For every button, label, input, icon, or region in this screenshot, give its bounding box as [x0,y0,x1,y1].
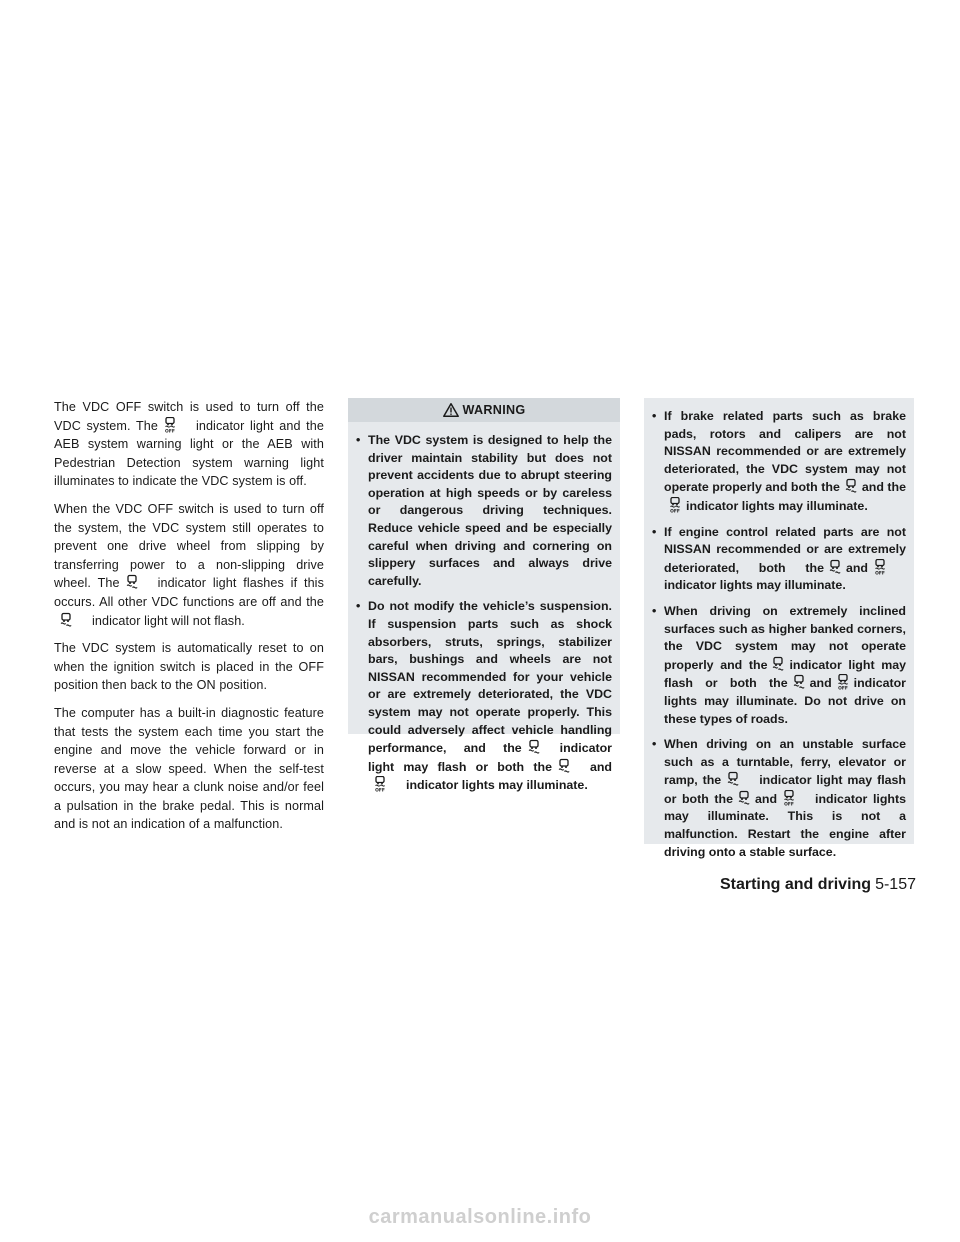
warning-triangle-icon [443,403,459,417]
vdc-off-indicator-icon [835,674,851,690]
vdc-off-indicator-icon [667,497,683,513]
warning-item-suspension: • Do not modify the vehicle’s suspension. If suspension parts such as shock absorbers, struts, springs, stabilizer bars, bushings and wheels are not NISSAN recommended for your vehicle or are extremely deteriorated, the VDC system may not operate properly. This could adversely affect vehicle handling performance, and the indicator light may flash or both the and indicator lights may illuminate. [356,598,612,795]
vdc-off-indicator-icon [781,790,797,806]
warning-list-continued [652,408,906,861]
warning-item-unstable-surface: • When driving on an unstable surface such as a turntable, ferry, elevator or ramp, the indicator light may flash or both the and indicator lights may illuminate. This is not a malfunction. Restart the engine after driving onto a stable surface. [652,736,906,861]
warning-header [348,398,620,422]
paragraph-vdc-still-operates: When the VDC OFF switch is used to turn off the system, the VDC system still operates to prevent one drive wheel from slipping by transferring power to a non-slipping drive wheel. The indicator light flashes if this occurs. All other VDC functions are off and the indicator light will not flash. [54,501,324,628]
warning-title: WARNING [462,403,526,417]
vdc-indicator-icon [58,612,74,628]
vdc-indicator-icon [725,771,741,787]
vdc-indicator-icon [736,790,752,806]
watermark: carmanualsonline.info [368,1206,592,1228]
vdc-indicator-icon [124,574,140,590]
warning-item-engine-parts: • If engine control related parts are not NISSAN recommended or are extremely deteriorated, both the and indicator lights may illuminate. [652,524,906,595]
vdc-indicator-icon [526,739,542,755]
paragraph-self-test: The computer has a built-in diagnostic feature that tests the system each time you start the engine and move the vehicle forward or in reverse at a slow speed. When the self-test occurs, you may hear a clunk noise and/or feel a pulsation in the brake pedal. This is normal and is not an indication of a malfunction. [54,705,324,832]
warning-item-brake-parts: • If brake related parts such as brake pads, rotors and calipers are not NISSAN recommended or are extremely deteriorated, the VDC system may not operate properly and both the and the indicator lights may illuminate. [652,408,906,516]
warning-list [356,432,612,795]
vdc-indicator-icon [770,656,786,672]
warning-item-stability: • The VDC system is designed to help the driver maintain stability but does not prevent accidents due to abrupt steering operation at high speeds or by careless or dangerous driving techniques. Reduce vehicle speed and be especially careful when driving and cornering on slippery surfaces and always drive carefully. [356,432,612,590]
page-number: 5-157 [875,876,916,893]
warning-box [348,398,620,793]
vdc-indicator-icon [791,674,807,690]
vdc-indicator-icon [556,758,572,774]
vdc-indicator-icon [827,559,843,575]
section-title: Starting and driving [719,876,872,893]
paragraph-vdc-off-switch: The VDC OFF switch is used to turn off the VDC system. The indicator light and the AEB system warning light or the AEB with Pedestrian Detection system warning light illuminates to indicate the VDC system is off. [54,400,324,489]
vdc-off-indicator-icon [372,776,388,792]
middle-column [348,398,620,793]
page-footer [716,876,916,894]
right-column [644,398,914,859]
left-column [54,398,324,843]
vdc-indicator-icon [843,478,859,494]
vdc-off-indicator-icon [872,559,888,575]
warning-item-inclined-surfaces: • When driving on extremely inclined surfaces such as higher banked corners, the VDC system may not operate properly and the indicator light may flash or both the and indicator lights may illuminate. Do not drive on these types of roads. [652,603,906,728]
paragraph-auto-reset: The VDC system is automatically reset to on when the ignition switch is placed in the OFF position then back to the ON position. [54,641,324,693]
vdc-off-indicator-icon [162,417,178,433]
warning-box-continued [644,398,914,859]
